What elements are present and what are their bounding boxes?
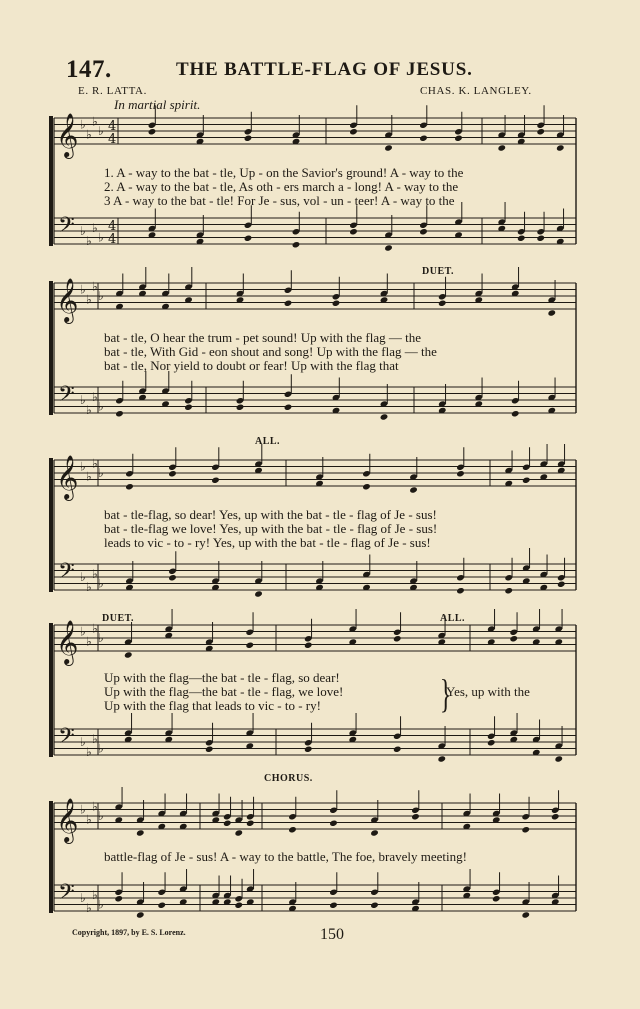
staff-system-3-key-flat: ♭ [92,566,98,581]
staff-system-4-treble-note [393,635,402,642]
staff-system-3-key-flat: ♭ [80,570,86,584]
staff-system-4-bracket [49,623,53,757]
staff-system-5-treble-clef: 𝄞 [56,798,79,842]
staff-system-2-bass-note [284,404,293,411]
chorus-lyric-line: battle-flag of Je - sus! A - way to the battle, The foe, bravely meeting! [104,849,467,864]
staff-system-1-bass-note [384,244,393,251]
verse-brace: } [439,671,452,716]
staff-system-5-treble-note [411,813,420,820]
page-number: 150 [320,926,344,943]
staff-system-5-treble-note [370,829,379,836]
staff-system-5-key-flat: ♭ [86,812,92,827]
staff-system-1-bracket [49,116,53,246]
staff-system-3-key-flat: ♭ [92,456,98,471]
staff-system-1-bass-note [536,235,545,242]
staff-system-2-treble-note [332,300,341,307]
staff-system-2-bass-note [511,410,520,417]
staff-system-2-treble-note [284,300,293,307]
staff-system-2-bass-note [380,413,389,420]
staff-system-1-bass-note [419,228,428,235]
tempo-marking: In martial spirit. [114,97,201,112]
staff-system-2-key-flat: ♭ [80,282,86,297]
staff-system-2-key-flat: ♭ [98,399,104,414]
staff-system-4-key-flat: ♭ [92,731,98,746]
staff-system-3-treble-note [456,470,465,477]
staff-system-5-bass-note [370,902,379,909]
staff-system-1-key-flat: ♭ [80,224,86,238]
refrain-lyric-line: Yes, up with the [446,684,530,699]
staff-system-5-key-flat: ♭ [98,809,104,823]
staff-system-1-treble-note [536,128,545,135]
hymn-number: 147. [66,56,112,83]
staff-system-2-treble-note [547,309,556,316]
staff-system-5-bass-note [492,895,501,902]
all-mark: ALL. [255,436,281,447]
staff-system-4-bass-note [554,755,563,762]
all-mark: ALL. [440,613,466,624]
staff-system-1-bass-clef: 𝄢 [58,213,75,243]
staff-system-3-bass-note [504,587,513,594]
staff-system-4-treble-clef: 𝄞 [56,620,79,664]
lyric-line-verse-2: bat - tle-flag we love! Yes, up with the bat - tle - flag of Je - sus! [104,521,438,536]
staff-system-5-bass-note [521,911,530,918]
staff-system-3-treble-note [168,470,177,477]
staff-system-3-key-flat: ♭ [86,579,92,594]
staff-system-5-key-flat: ♭ [92,887,98,902]
lyricist-credit: E. R. LATTA. [78,85,147,97]
staff-system-1-bass-note [349,228,358,235]
staff-system-2-bass-note [184,404,193,411]
staff-system-3-treble-note [125,483,134,490]
staff-system-2-key-flat: ♭ [92,389,98,404]
staff-system-1-treble-note [419,135,428,142]
staff-system-1-key-flat: ♭ [86,127,92,142]
staff-system-5-bracket [49,801,53,913]
staff-system-4-key-flat: ♭ [80,624,86,639]
staff-system-1-treble-note [148,128,157,135]
staff-system-4-treble-note [124,651,133,658]
staff-system-2-bass-note [236,404,245,411]
staff-system-1-bass-note [292,241,301,248]
staff-system-1-treble-note [454,135,463,142]
staff-system-1-bass-note [244,235,253,242]
staff-system-4-key-flat: ♭ [86,744,92,759]
staff-system-3-key-flat: ♭ [98,576,104,591]
staff-system-4-key-flat: ♭ [92,621,98,636]
lyric-line-verse-3: 3 A - way to the bat - tle! For Je - sus, vol - un - teer! A - way to the [104,193,455,208]
staff-system-5-bass-note [114,895,123,902]
staff-system-5-treble-note [246,820,255,827]
staff-system-4-key-flat: ♭ [98,631,104,645]
staff-system-1-time-sig: 4 [108,132,117,147]
lyric-line-verse-3: leads to vic - to - ry! Yes, up with the bat - tle - flag of Je - sus! [104,535,431,550]
staff-system-3-treble-note [211,477,220,484]
staff-system-1-treble-note [497,144,506,151]
staff-system-1-treble-note [244,135,253,142]
staff-system-1-key-flat: ♭ [80,117,86,132]
staff-system-4-bass-note [304,746,313,753]
lyric-line-verse-1: Up with the flag—the bat - tle - flag, so dear! [104,670,340,685]
lyric-line-verse-2: bat - tle, With Gid - eon shout and song! Up with the flag — the [104,344,437,359]
staff-system-5-bass-note [157,902,166,909]
staff-system-3-treble-clef: 𝄞 [56,455,79,499]
staff-system-1-time-sig: 4 [108,219,117,234]
staff-system-4-bass-note [487,739,496,746]
staff-system-1-key-flat: ♭ [92,220,98,235]
staff-system-2-key-flat: ♭ [80,393,86,407]
staff-system-3-bass-note [254,590,263,597]
staff-system-5-treble-note [551,813,560,820]
staff-system-5-key-flat: ♭ [92,799,98,814]
staff-system-4-bass-note [437,755,446,762]
staff-system-5-key-flat: ♭ [98,897,104,912]
staff-system-5-bass-clef: 𝄢 [58,880,75,910]
lyric-line-verse-1: bat - tle-flag, so dear! Yes, up with the bat - tle - flag of Je - sus! [104,507,437,522]
staff-system-1-treble-clef: 𝄞 [56,113,79,157]
staff-system-5-treble-note [223,820,232,827]
staff-system-3-key-flat: ♭ [86,469,92,484]
staff-system-5-treble-note [288,826,297,833]
staff-system-2-key-flat: ♭ [92,279,98,294]
staff-system-3-bass-clef: 𝄢 [58,559,75,589]
staff-system-3-bracket [49,458,53,592]
staff-system-4-treble-note [304,642,313,649]
lyric-line-verse-1: bat - tle, O hear the trum - pet sound! Up with the flag — the [104,330,421,345]
staff-system-2-key-flat: ♭ [98,289,104,303]
staff-system-5-treble-note [521,826,530,833]
lyric-line-verse-3: bat - tle, Nor yield to doubt or fear! Up with the flag that [104,358,399,373]
staff-system-1-key-flat: ♭ [98,124,104,138]
staff-system-2-bracket [49,281,53,415]
lyric-line-verse-2: 2. A - way to the bat - tle, As oth - ers march a - long! A - way to the [104,179,459,194]
staff-system-4-bass-note [393,746,402,753]
staff-system-5-treble-note [234,829,243,836]
copyright-notice: Copyright, 1897, by E. S. Lorenz. [72,928,186,937]
staff-system-1-treble-note [349,128,358,135]
staff-system-4-key-flat: ♭ [80,735,86,749]
staff-system-5-key-flat: ♭ [80,802,86,817]
chorus-mark: CHORUS. [264,773,313,784]
staff-system-5-treble-note [329,820,338,827]
staff-system-3-key-flat: ♭ [80,459,86,474]
staff-system-1-time-sig: 4 [108,119,117,134]
staff-system-2-key-flat: ♭ [86,292,92,307]
staff-system-5-bass-note [234,902,243,909]
lyric-line-verse-2: Up with the flag—the bat - tle - flag, we love! [104,684,344,699]
staff-system-5-bass-note [329,902,338,909]
staff-system-5-bass-note [136,911,145,918]
staff-system-3-treble-note [409,486,418,493]
hymn-title: THE BATTLE-FLAG OF JESUS. [176,59,473,80]
staff-system-1-treble-note [384,144,393,151]
staff-system-4-treble-note [509,635,518,642]
staff-system-4-treble-note [245,642,254,649]
staff-system-5-treble-note [136,829,145,836]
staff-system-3-bass-note [456,587,465,594]
duet-mark: DUET. [102,613,135,624]
staff-system-3-bass-note [168,574,177,581]
staff-system-1-time-sig: 4 [108,232,117,247]
staff-system-5-key-flat: ♭ [80,891,86,905]
staff-system-4-key-flat: ♭ [86,634,92,649]
composer-credit: CHAS. K. LANGLEY. [420,85,532,97]
staff-system-4-bass-note [205,746,214,753]
lyric-line-verse-3: Up with the flag that leads to vic - to - ry! [104,698,321,713]
duet-mark: DUET. [422,266,455,277]
staff-system-2-treble-note [438,300,447,307]
staff-system-3-key-flat: ♭ [98,466,104,480]
staff-system-5-key-flat: ♭ [86,900,92,915]
staff-system-1-key-flat: ♭ [86,233,92,248]
staff-system-3-treble-note [522,477,531,484]
staff-system-1-key-flat: ♭ [98,230,104,245]
staff-system-1-key-flat: ♭ [92,114,98,129]
staff-system-3-treble-note [362,483,371,490]
lyric-line-verse-1: 1. A - way to the bat - tle, Up - on the Savior's ground! A - way to the [104,165,464,180]
staff-system-2-treble-clef: 𝄞 [56,278,79,322]
staff-system-3-bass-note [557,581,566,588]
staff-system-4-bass-clef: 𝄢 [58,724,75,754]
staff-system-2-key-flat: ♭ [86,402,92,417]
staff-system-2-bass-clef: 𝄢 [58,382,75,412]
staff-system-1-treble-note [556,144,565,151]
staff-system-4-key-flat: ♭ [98,741,104,756]
staff-system-1-bass-note [517,235,526,242]
staff-system-2-bass-note [115,410,124,417]
